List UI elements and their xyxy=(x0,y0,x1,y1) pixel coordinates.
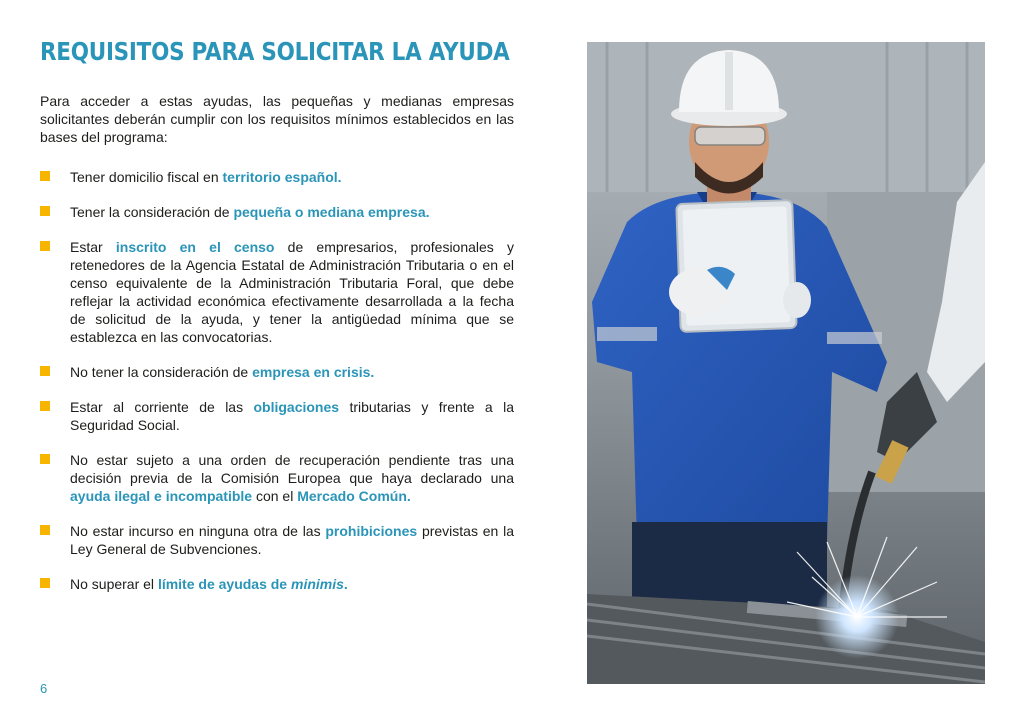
bullet-square-icon xyxy=(40,366,50,376)
requirement-text-after: de empresarios, profesionales y retenedores de la Agencia Estatal de Administración Tributaria o en el censo equivalente de la Administración Tributaria Foral, que debe reflejar la actividad económica efectivamente desarrollada a la fecha de solicitud de la ayuda, y tener la antigüedad mínima que se establezca en las convocatorias. xyxy=(70,239,514,345)
requirement-item xyxy=(40,522,514,558)
requirement-highlight: pequeña o mediana empresa. xyxy=(233,204,430,220)
bullet-square-icon xyxy=(40,578,50,588)
worker-welding-photo xyxy=(587,42,985,684)
bullet-square-icon xyxy=(40,171,50,181)
worker-with-tablet-welding-illustration xyxy=(587,42,985,684)
page-number: 6 xyxy=(40,681,48,696)
page-title: REQUISITOS PARA SOLICITAR LA AYUDA xyxy=(40,37,510,66)
requirement-highlight: inscrito en el censo xyxy=(115,239,275,255)
requirement-text: No superar el xyxy=(70,576,158,592)
requirement-item xyxy=(40,398,514,434)
requirement-highlight-2: Mercado Común. xyxy=(297,488,411,504)
requirement-text-after: con el xyxy=(252,488,298,504)
requirement-text-after: tributarias y frente a la Seguridad Social. xyxy=(70,399,514,433)
bullet-square-icon xyxy=(40,454,50,464)
bullet-square-icon xyxy=(40,401,50,411)
requirement-item xyxy=(40,363,514,381)
bullet-square-icon xyxy=(40,241,50,251)
requirement-highlight: empresa en crisis. xyxy=(252,364,375,380)
requirement-text: Estar al corriente de las xyxy=(70,399,254,415)
requirement-highlight: territorio español. xyxy=(222,169,342,185)
requirement-text-after: previstas en la Ley General de Subvenciones. xyxy=(70,523,514,557)
requirement-text: No estar incurso en ninguna otra de las xyxy=(70,523,326,539)
requirement-text: Tener domicilio fiscal en xyxy=(70,169,223,185)
requirement-text: Estar xyxy=(70,239,116,255)
requirement-item xyxy=(40,575,514,593)
requirement-text-after: . xyxy=(343,576,348,592)
requirement-text: No tener la consideración de xyxy=(70,364,253,380)
requirement-item xyxy=(40,203,514,221)
requirement-highlight: ayuda ilegal e incompatible xyxy=(70,488,253,504)
requirements-list xyxy=(40,168,514,610)
requirement-highlight: límite de ayudas de xyxy=(157,576,291,592)
requirement-highlight: prohibiciones xyxy=(325,523,418,539)
requirement-text: No estar sujeto a una orden de recuperación pendiente tras una decisión previa de la Comisión Europea que haya declarado una xyxy=(70,452,514,486)
requirement-highlight-italic: minimis xyxy=(291,576,344,592)
requirement-item xyxy=(40,238,514,346)
requirement-item xyxy=(40,451,514,505)
requirement-item xyxy=(40,168,514,186)
bullet-square-icon xyxy=(40,206,50,216)
bullet-square-icon xyxy=(40,525,50,535)
requirement-highlight: obligaciones xyxy=(253,399,340,415)
requirement-text: Tener la consideración de xyxy=(70,204,234,220)
intro-paragraph: Para acceder a estas ayudas, las pequeñas y medianas empresas solicitantes deberán cumplir con los requisitos mínimos establecidos en las bases del programa: xyxy=(40,93,514,145)
